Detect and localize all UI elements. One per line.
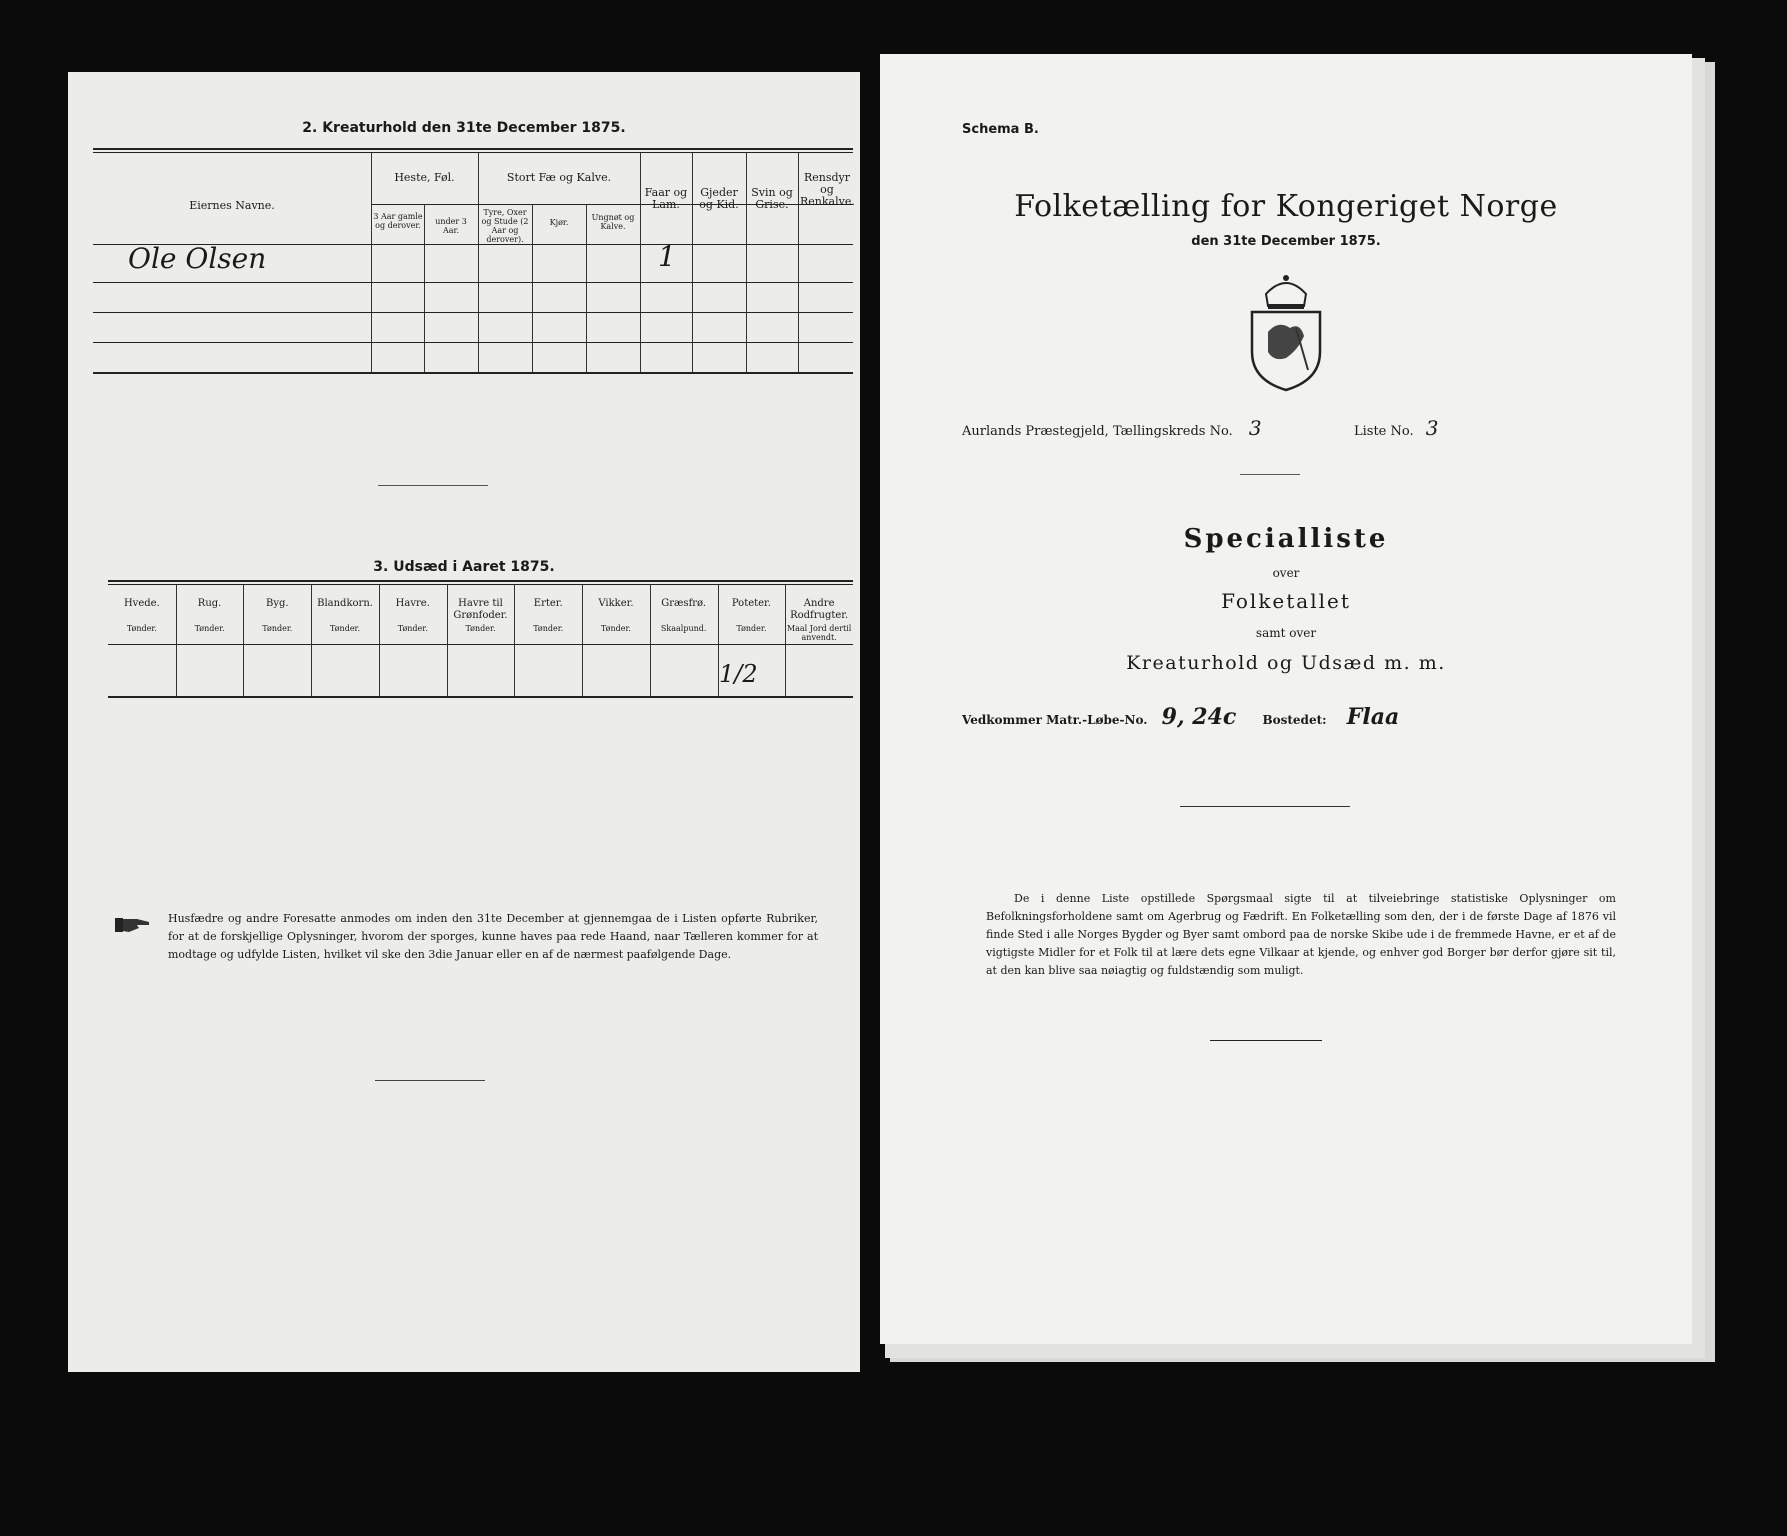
specialliste-title: Specialliste (1183, 524, 1389, 554)
matr-line (962, 704, 1399, 730)
kreaturhold-label: Kreaturhold og Udsæd m. m. (1126, 652, 1446, 674)
table2-col-divider (746, 152, 747, 372)
table3-top-rule-2 (108, 584, 853, 585)
table3-col-unit: Skaalpund. (660, 624, 707, 633)
col-goats-header: Gjeder og Kid. (699, 186, 739, 211)
table3-col-unit: Tønder. (533, 624, 564, 633)
table3-col-unit: Tønder. (262, 624, 293, 633)
table2-top-rule-2 (93, 152, 853, 153)
table3-col-unit: Tønder. (126, 624, 157, 633)
schema-label: Schema B. (962, 122, 1039, 137)
table3-col-header: Blandkorn. (317, 598, 373, 609)
col-sheep-header: Faar og Lam. (644, 186, 688, 211)
table3-col-header: Græsfrø. (661, 598, 707, 609)
col-reindeer-header: Rensdyr og Renkalve. (800, 171, 855, 208)
table3-col-header: Byg. (266, 598, 289, 609)
row1-sheep-handwritten: 1 (658, 240, 676, 273)
table2-col-divider (371, 152, 372, 372)
table3-col-unit: Tønder. (736, 624, 767, 633)
table2-bottom-rule (93, 372, 853, 374)
table3-col-unit: Tønder. (194, 624, 225, 633)
parish-line (962, 416, 1262, 440)
separator-rule-bottom (375, 1080, 485, 1081)
table3-col-header: Erter. (533, 598, 563, 609)
list-label: Liste No. (1354, 424, 1414, 439)
table2-col-divider (798, 152, 799, 372)
list-line (1354, 416, 1439, 440)
parish-label: Aurlands Præstegjeld, Tællingskreds No. (962, 424, 1233, 439)
samt-over-label: samt over (1255, 626, 1317, 640)
table3-top-rule (108, 580, 853, 582)
potatoes-value-handwritten: 1/2 (719, 660, 758, 688)
table2-col-divider (532, 204, 533, 372)
census-subtitle: den 31te December 1875. (1191, 234, 1381, 249)
table3-col-header: Poteter. (731, 598, 771, 609)
separator-rule (1240, 474, 1300, 475)
notice-text: Husfædre og andre Foresatte anmodes om inden den 31te December at gjennemgaa de i Listen opførte Rubriker, for at de forskjellige Oplysninger, hvorom der sporges, kunne haves paa rede Haand, naar Tælleren kommer for at modtage og udfylde Listen, hvilket vil ske den 3die Januar eller en af de nærmest paafølgende Dage. (168, 912, 818, 961)
table2-row-rule (93, 282, 853, 283)
table3-col-header: Vikker. (598, 598, 634, 609)
table3-col-header: Havre til Grønfoder. (453, 598, 508, 621)
table3-col-header: Andre Rodfrugter. (790, 598, 849, 621)
district-no-handwritten: 3 (1248, 416, 1262, 440)
bostedet-label: Bostedet: (1262, 713, 1327, 727)
horses-sub2-header: under 3 Aar. (435, 217, 467, 235)
table2-col-divider (424, 204, 425, 372)
matr-label: Vedkommer Matr.-Løbe-No. (962, 713, 1148, 727)
section3-title: 3. Udsæd i Aaret 1875. (373, 559, 555, 575)
section2-title: 2. Kreaturhold den 31te December 1875. (302, 120, 626, 136)
separator-rule (378, 485, 488, 486)
table3-bottom-rule (108, 696, 853, 698)
col-owner-header: Eiernes Navne. (189, 199, 275, 212)
separator-rule-bottom (1210, 1040, 1322, 1041)
table2-col-divider (692, 152, 693, 372)
bostedet-value-handwritten: Flaa (1346, 704, 1400, 730)
matr-value-handwritten: 9, 24c (1161, 704, 1237, 730)
right-page (880, 54, 1692, 1344)
table3-header-bottom (108, 644, 853, 645)
table3-col-unit: Tønder. (600, 624, 631, 633)
table2-top-rule (93, 148, 853, 150)
table3-col-unit: Tønder. (465, 624, 496, 633)
separator-rule (1180, 806, 1350, 807)
row1-owner-handwritten: Ole Olsen (128, 242, 267, 275)
table2-col-divider (478, 152, 479, 372)
pointing-hand-icon (115, 914, 153, 936)
grp-cattle-header: Stort Fæ og Kalve. (506, 171, 612, 184)
table3-col-header: Havre. (395, 598, 430, 609)
grp-horses-header: Heste, Føl. (394, 171, 455, 184)
table3-col-unit: Tønder. (330, 624, 361, 633)
cattle-sub1-header: Tyre, Oxer og Stude (2 Aar og derover). (481, 208, 529, 244)
cattle-sub2-header: Kjør. (549, 218, 569, 227)
census-title: Folketælling for Kongeriget Norge (1014, 189, 1558, 224)
table2-col-divider (640, 152, 641, 372)
footer-text: De i denne Liste opstillede Spørgsmaal sigte til at tilveiebringe statistiske Oplysninger om Befolkningsforholdene samt om Agerbrug og Fædrift. En Folketælling som den, der i de første Dage af 1876 vil finde Sted i alle Norges Bygder og Byer samt ombord paa de norske Skibe ude i de fremmede Havne, er et af de vigtigste Midler for et Folk til at lære dets egne Vilkaar at kjende, og enhver god Borger bør derfor gjøre sit til, at den kan blive saa nøiagtig og fuldstændig som muligt. (986, 892, 1616, 977)
cattle-sub3-header: Ungnøt og Kalve. (591, 213, 635, 231)
over-label: over (1272, 566, 1300, 580)
table3-col-unit: Tønder. (397, 624, 428, 633)
table3-col-header: Rug. (197, 598, 222, 609)
folketallet-label: Folketallet (1221, 589, 1351, 613)
table2-row-rule (93, 342, 853, 343)
coat-of-arms-icon (1238, 272, 1334, 392)
col-pigs-header: Svin og Grise. (751, 186, 793, 211)
horses-sub1-header: 3 Aar gamle og derover. (373, 212, 423, 230)
table3-col-unit: Maal Jord dertil anvendt. (786, 624, 852, 642)
table3-col-header: Hvede. (123, 598, 160, 609)
left-page (68, 72, 860, 1372)
table2-row-rule (93, 312, 853, 313)
list-no-handwritten: 3 (1425, 416, 1439, 440)
